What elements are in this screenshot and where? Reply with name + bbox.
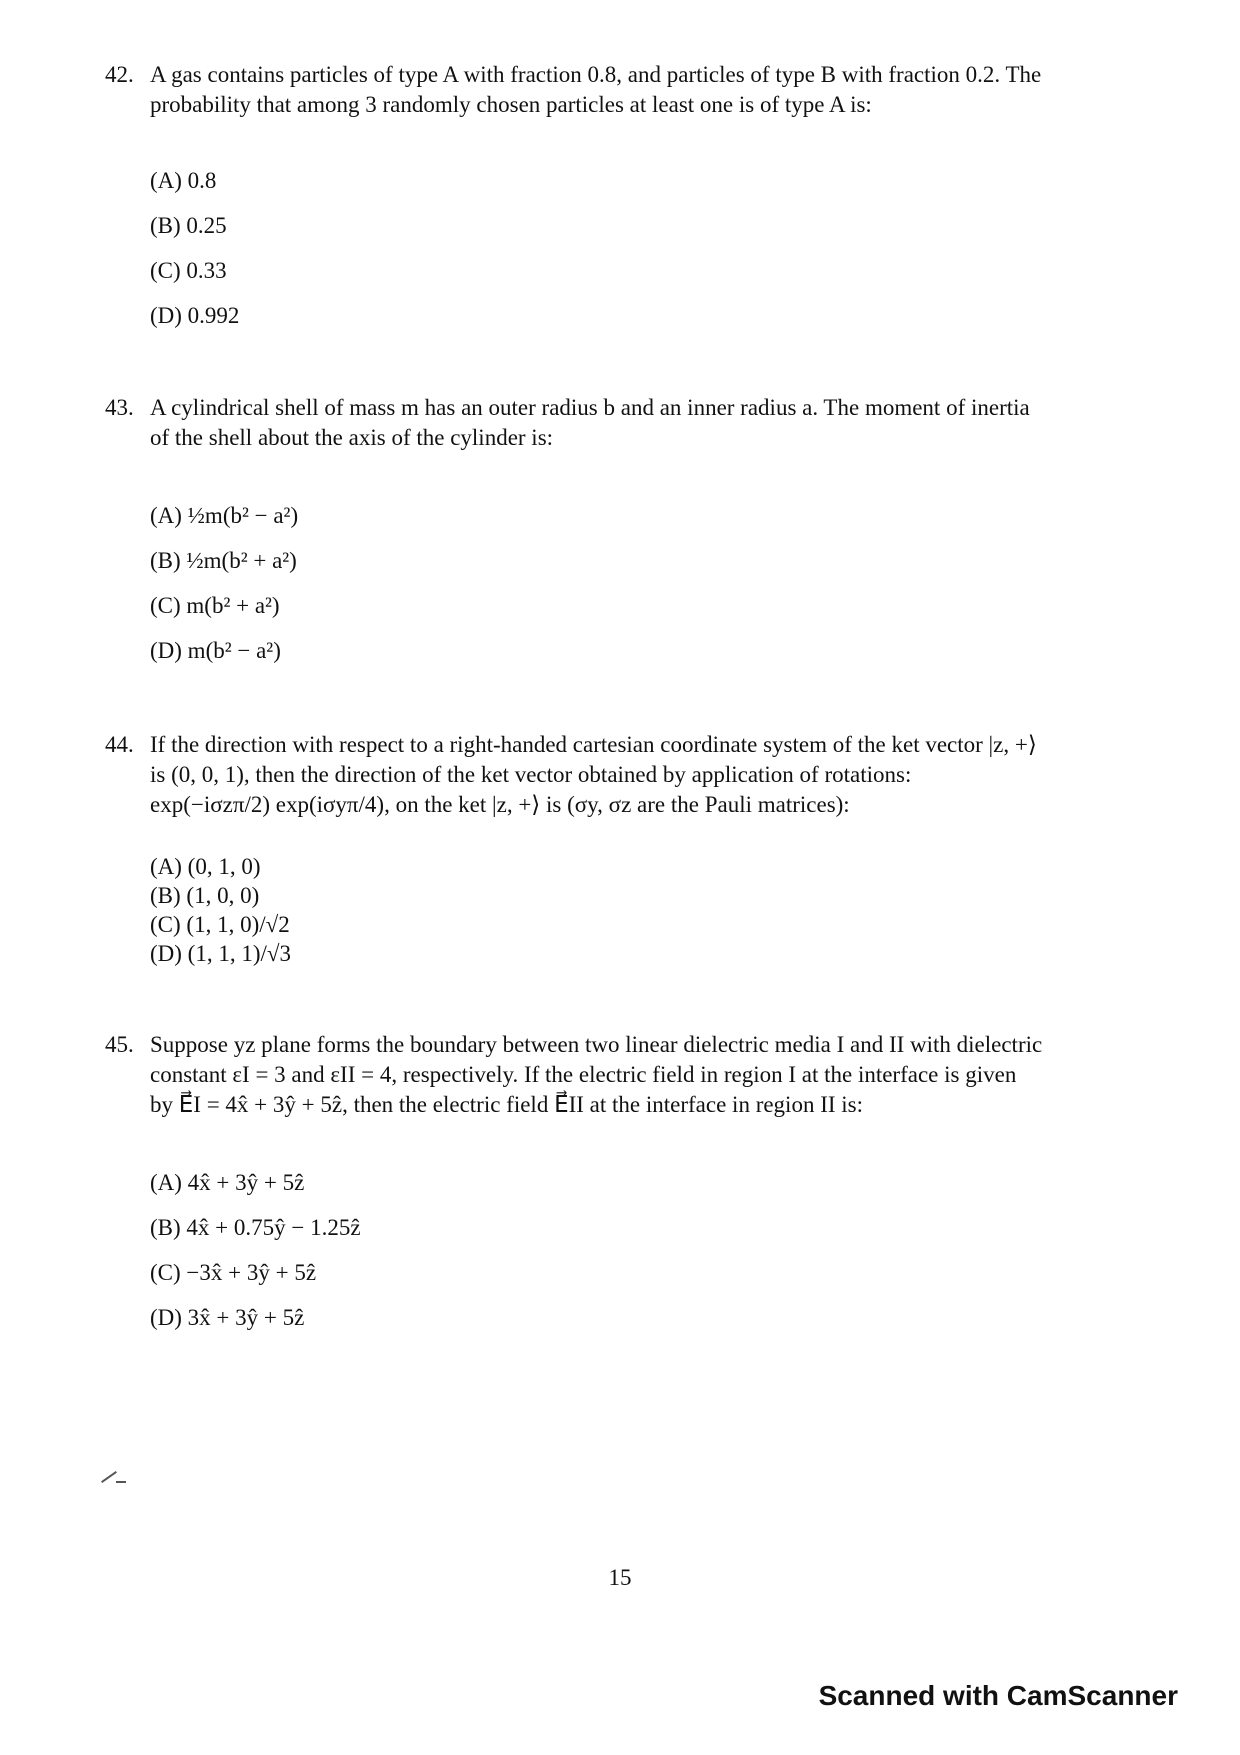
- scan-smudge: [101, 1471, 117, 1483]
- page-number: 15: [608, 1565, 632, 1590]
- question-43: [105, 393, 1135, 673]
- option-b: (B) (1, 0, 0): [150, 883, 260, 908]
- options-list: [150, 852, 1135, 968]
- question-text: [150, 393, 1135, 453]
- options-list: [150, 158, 1135, 338]
- option-b: (B) ½m(b² + a²): [150, 548, 297, 573]
- option-d: (D) 0.992: [150, 303, 240, 328]
- question-text-line: A cylindrical shell of mass m has an outer radius b and an inner radius a. The moment of inertia: [150, 395, 1030, 420]
- options-list: [150, 493, 1135, 673]
- options-list: [150, 1160, 1135, 1340]
- question-text-line: A gas contains particles of type A with fraction 0.8, and particles of type B with fraction 0.2. The: [150, 62, 1042, 87]
- question-text: [150, 1030, 1135, 1120]
- option-b: (B) 0.25: [150, 213, 227, 238]
- question-45: [105, 1030, 1135, 1340]
- option-a: (A) (0, 1, 0): [150, 854, 261, 879]
- question-text: [150, 730, 1135, 820]
- option-d: (D) m(b² − a²): [150, 638, 281, 663]
- option-a: (A) 0.8: [150, 168, 217, 193]
- camscanner-watermark: Scanned with CamScanner: [818, 1680, 1178, 1711]
- question-text-line: Suppose yz plane forms the boundary between two linear dielectric media I and II with dielectric: [150, 1032, 1043, 1057]
- option-c: (C) (1, 1, 0)/√2: [150, 912, 290, 937]
- question-text-line: constant εI = 3 and εII = 4, respectively. If the electric field in region I at the interface is given: [150, 1062, 1017, 1087]
- question-text: [150, 60, 1135, 120]
- question-text-line: of the shell about the axis of the cylinder is:: [150, 425, 554, 450]
- question-number: 43.: [105, 395, 134, 420]
- question-number: 45.: [105, 1032, 134, 1057]
- option-c: (C) −3x̂ + 3ŷ + 5ẑ: [150, 1260, 317, 1285]
- question-42: [105, 60, 1135, 338]
- question-number: 42.: [105, 62, 134, 87]
- question-text-line: exp(−iσzπ/2) exp(iσyπ/4), on the ket |z, +⟩ is (σy, σz are the Pauli matrices):: [150, 792, 850, 817]
- question-text-line: by E⃗I = 4x̂ + 3ŷ + 5ẑ, then the electric field E⃗II at the interface in region II is:: [150, 1092, 863, 1117]
- question-number: 44.: [105, 732, 134, 757]
- question-44: [105, 730, 1135, 968]
- question-text-line: is (0, 0, 1), then the direction of the ket vector obtained by application of rotations:: [150, 762, 912, 787]
- question-text-line: probability that among 3 randomly chosen particles at least one is of type A is:: [150, 92, 872, 117]
- option-c: (C) m(b² + a²): [150, 593, 280, 618]
- option-a: (A) 4x̂ + 3ŷ + 5ẑ: [150, 1170, 305, 1195]
- scan-smudge: [116, 1481, 126, 1483]
- option-a: (A) ½m(b² − a²): [150, 503, 299, 528]
- option-b: (B) 4x̂ + 0.75ŷ − 1.25ẑ: [150, 1215, 361, 1240]
- option-c: (C) 0.33: [150, 258, 227, 283]
- option-d: (D) (1, 1, 1)/√3: [150, 941, 292, 966]
- question-text-line: If the direction with respect to a right-handed cartesian coordinate system of the ket vector |z, +⟩: [150, 732, 1037, 757]
- option-d: (D) 3x̂ + 3ŷ + 5ẑ: [150, 1305, 305, 1330]
